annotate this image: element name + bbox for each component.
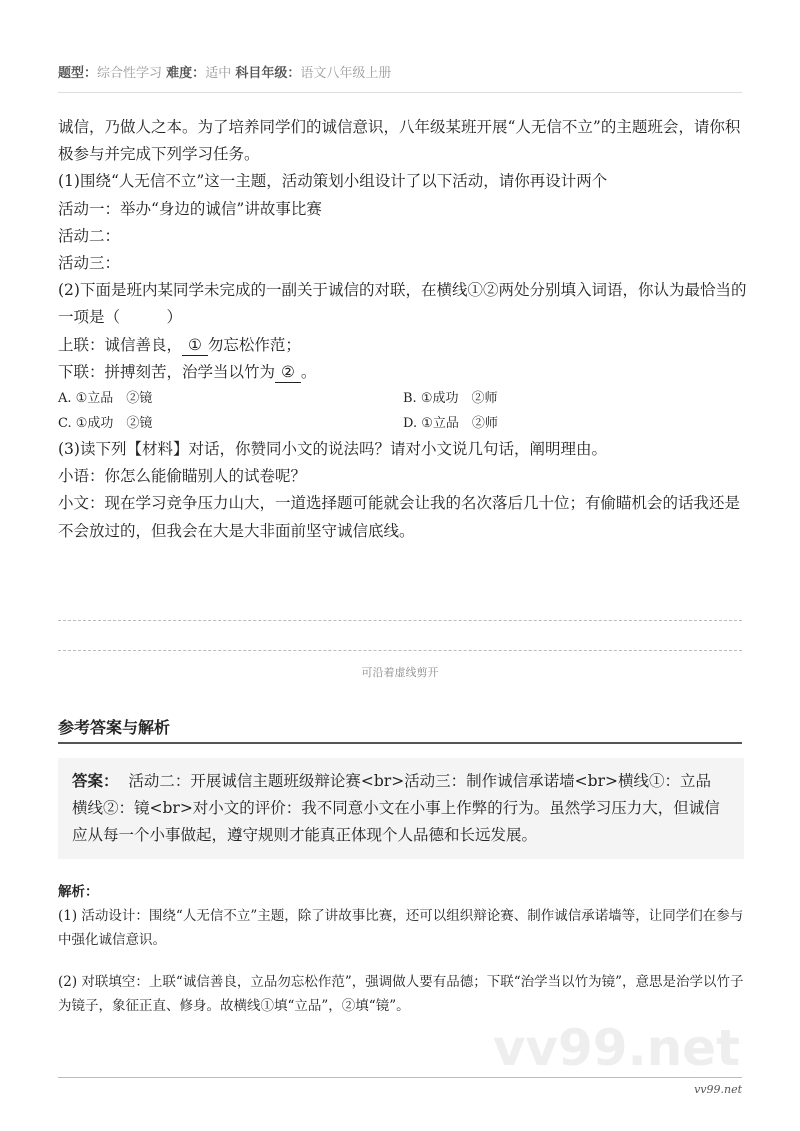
question-meta [58,62,391,81]
answer-box [58,758,744,859]
dialogue-xiaoyu: 小语：你怎么能偷瞄别人的试卷呢？ [58,467,307,486]
type-label: 题型： [58,66,98,81]
divider [58,742,742,744]
couplet-text: 上联：诚信善良， [58,335,183,354]
cut-hint: 可沿着虚线剪开 [361,666,439,679]
type-value: 综合性学习 [97,66,163,81]
option-b: B. ①成功 ②师 [403,391,498,407]
cut-line [58,650,742,651]
activity-3: 活动三： [58,254,121,273]
question-body [58,114,748,545]
activity-1: 活动一：举办“身边的诚信”讲故事比赛 [58,199,322,218]
analysis-label: 解析： [58,884,99,900]
couplet-up [58,332,748,359]
difficulty-label: 难度： [166,66,206,81]
divider [58,92,742,93]
analysis-2: (2) 对联填空：上联“诚信善良，立品勿忘松作范”，强调做人要有品德；下联“治学当以竹为镜”，意思是治学以竹子为镜子，象征正直、修身。故横线①填“立品”，②填“镜”。 [58,974,744,1014]
couplet-text: 勿忘松作范； [207,335,301,354]
question-3: (3)读下列【材料】对话，你赞同小文的说法吗？请对小文说几句话，阐明理由。 [58,440,607,459]
answer-label: 答案： [72,772,119,790]
watermark: vv99.net [492,1019,740,1077]
difficulty-value: 适中 [205,66,232,81]
footer-site: vv99.net [694,1083,742,1096]
options [58,386,748,436]
blank-2: ② [275,362,301,383]
couplet-text: 下联：拼搏刻苦，治学当以竹为 [58,362,276,381]
cut-line [58,620,742,621]
option-d: D. ①立品 ②师 [403,416,498,432]
grade-label: 科目年级： [235,66,301,81]
intro: 诚信，乃做人之本。为了培养同学们的诚信意识，八年级某班开展“人无信不立”的主题班会，请你积极参与并完成下列学习任务。 [58,118,741,164]
grade-value: 语文八年级上册 [300,66,392,81]
option-c: C. ①成功 ②镜 [58,416,153,432]
blank-1: ① [182,335,208,356]
question-2: (2)下面是班内某同学未完成的一副关于诚信的对联，在横线①②两处分别填入词语，你认为最恰当的一项是（ ） [58,281,747,327]
footer-divider [58,1077,742,1078]
analysis [58,880,748,1018]
activity-2: 活动二： [58,226,121,245]
dialogue-xiaowen: 小文：现在学习竞争压力山大，一道选择题可能就会让我的名次落后几十位；有偷瞄机会的话我还是不会放过的，但我会在大是大非面前坚守诚信底线。 [58,494,741,540]
analysis-1: (1) 活动设计：围绕“人无信不立”主题，除了讲故事比赛，还可以组织辩论赛、制作诚信承诺墙等，让同学们在参与中强化诚信意识。 [58,908,744,948]
answer-heading: 参考答案与解析 [58,718,171,737]
couplet-down [58,359,748,386]
question-1: (1)围绕“人无信不立”这一主题，活动策划小组设计了以下活动，请你再设计两个 [58,172,608,191]
option-a: A. ①立品 ②镜 [58,391,153,407]
answer-text: 活动二：开展诚信主题班级辩论赛<br>活动三：制作诚信承诺墙<br>横线①：立品 横线②：镜<br>对小文的评价：我不同意小文在小事上作弊的行为。虽然学习压力大，但诚信应从每一个小事做起，遵守规则才能真正体现个人品德和长远发展。 [72,772,720,844]
couplet-text: 。 [300,362,317,381]
